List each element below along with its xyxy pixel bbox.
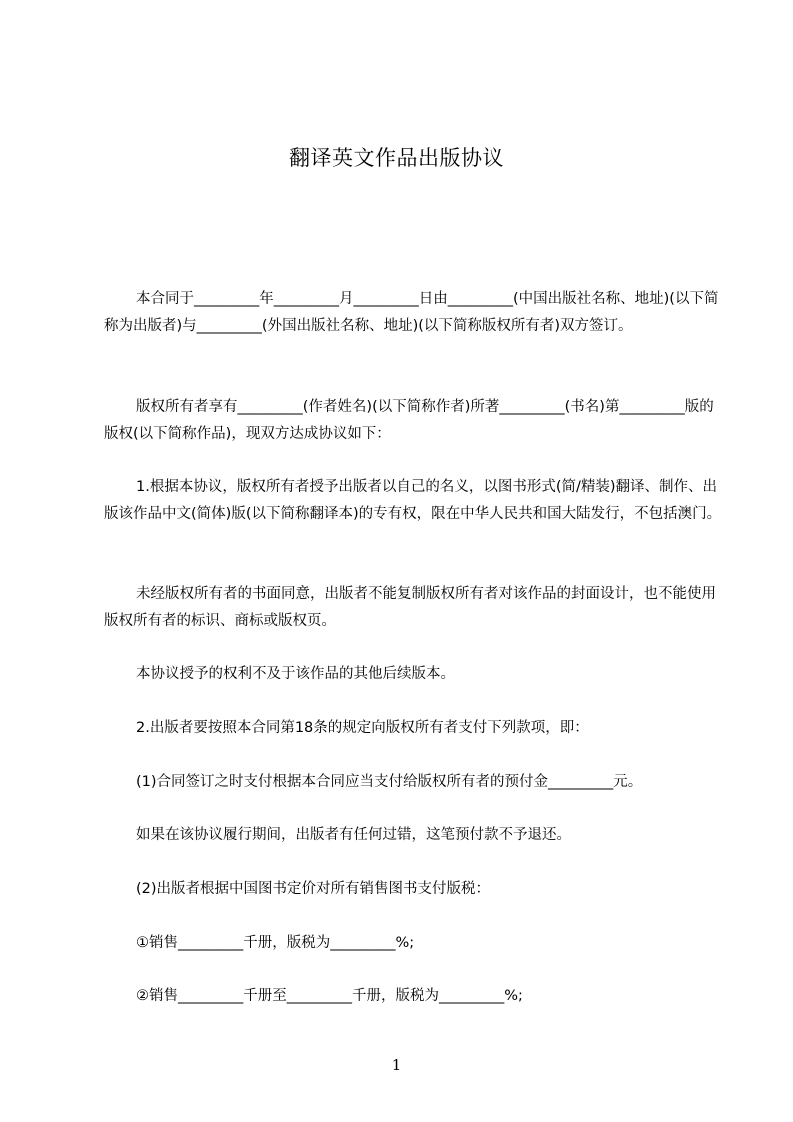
paragraph-royalty: (2)出版者根据中国图书定价对所有销售图书支付版税：: [136, 881, 491, 897]
paragraph-copyright-owner: 版权所有者享有_________(作者姓名)(以下简称作者)所著_________(书名)第_________版的版权(以下简称作品)，现双方达成协议如下：: [104, 399, 714, 442]
paragraph-clause-1: 1.根据本协议，版权所有者授予出版者以自己的名义，以图书形式(简/精装)翻译、制作、出版该作品中文(简体)版(以下简称翻译本)的专有权，限在中华人民共和国大陆发行，不包括澳门。: [104, 479, 722, 522]
document-title: 翻译英文作品出版协议: [289, 146, 504, 170]
paragraph-royalty-tier-2: ②销售_________千册至_________千册，版税为_________%;: [136, 988, 523, 1004]
paragraph-cover-design: 未经版权所有者的书面同意，出版者不能复制版权所有者对该作品的封面设计，也不能使用版权所有者的标识、商标或版权页。: [104, 586, 716, 629]
paragraph-no-refund: 如果在该协议履行期间，出版者有任何过错，这笔预付款不予退还。: [136, 827, 571, 843]
paragraph-advance-payment: (1)合同签订之时支付根据本合同应当支付给版权所有者的预付金_________元。: [136, 774, 643, 790]
paragraph-contract-date: 本合同于_________年_________月_________日由_________(中国出版社名称、地址)(以下简称为出版者)与_________(外国出版社名称、地址)(以下简称版权所有者)双方签订。: [104, 291, 719, 334]
paragraph-clause-2: 2.出版者要按照本合同第18条的规定向版权所有者支付下列款项，即：: [136, 720, 589, 736]
paragraph-royalty-tier-1: ①销售_________千册，版税为_________%;: [136, 935, 415, 951]
paragraph-rights-scope: 本协议授予的权利不及于该作品的其他后续版本。: [136, 666, 455, 682]
page-number: 1: [391, 1056, 402, 1074]
